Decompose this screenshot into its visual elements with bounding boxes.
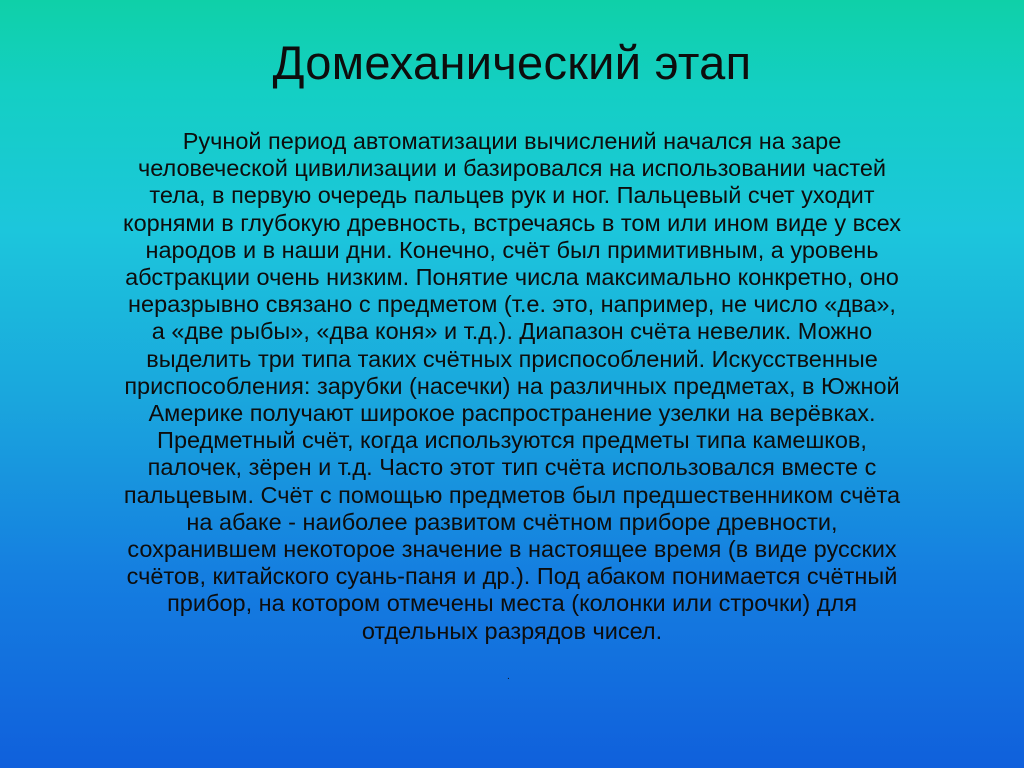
body-line: корнями в глубокую древность, встречаясь в том или ином виде у всех (123, 209, 901, 236)
body-line: на абаке - наиболее развитом счётном приборе древности, (186, 508, 838, 535)
body-line: Ручной период автоматизации вычислений начался на заре (182, 128, 842, 154)
body-line: пальцевым. Счёт с помощью предметов был предшественником счёта (123, 481, 901, 508)
body-line: человеческой цивилизации и базировался на использовании частей (137, 155, 887, 182)
body-line: счётов, китайского суань-паня и др.). Под абаком понимается счётный (126, 563, 898, 590)
body-line: Предметный счёт, когда используются предметы типа камешков, (157, 427, 867, 454)
body-line: сохранившем некоторое значение в настоящее время (в виде русских (127, 536, 897, 563)
body-line: неразрывно связано с предметом (т.е. это, например, не число «два», (128, 291, 896, 318)
slide-body-text (30, 128, 994, 645)
footer-dot: . (507, 671, 510, 682)
body-line: абстракции очень низким. Понятие числа максимально конкретно, оно (125, 264, 899, 291)
body-line: отдельных разрядов чисел. (361, 617, 663, 644)
body-line: выделить три типа таких счётных приспособлений. Искусственные (146, 345, 878, 372)
body-line: прибор, на котором отмечены места (колонки или строчки) для (167, 590, 857, 617)
body-line: тела, в первую очередь пальцев рук и ног. Пальцевый счет уходит (149, 182, 875, 209)
body-line: Америке получают широкое распространение узелки на верёвках. (148, 400, 876, 427)
body-line: палочек, зёрен и т.д. Часто этот тип счёта использовался вместе с (147, 454, 877, 481)
body-line: приспособления: зарубки (насечки) на различных предметах, в Южной (124, 372, 900, 399)
body-line: а «две рыбы», «два коня» и т.д.). Диапазон счёта невелик. Можно (151, 318, 873, 345)
body-line: народов и в наши дни. Конечно, счёт был примитивным, а уровень (145, 236, 879, 263)
slide-title: Домеханический этап (272, 36, 752, 89)
